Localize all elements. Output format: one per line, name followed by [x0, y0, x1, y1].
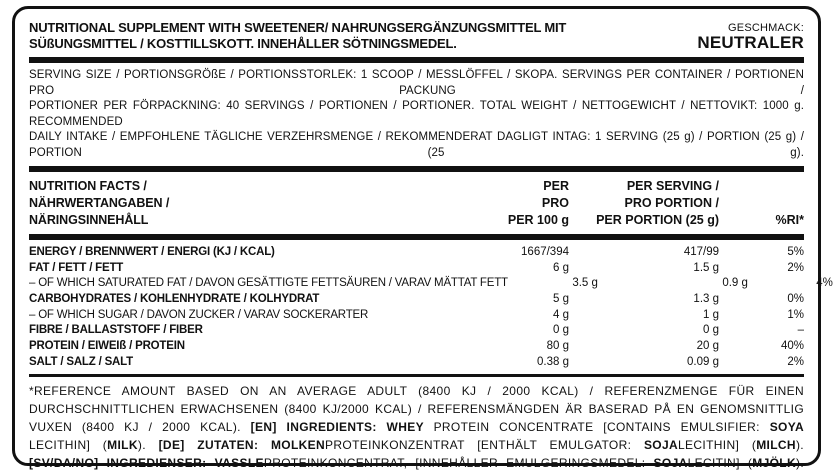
row-serving-value: 417/99	[683, 245, 719, 258]
flavor-value: NEUTRALER	[697, 33, 804, 52]
row-per100-value: 6 g	[553, 261, 569, 274]
row-label: – OF WHICH SATURATED FAT / DAVON GESÄTTIGTE FETTSÄUREN / VARAV MÄTTAT FETT	[29, 277, 508, 290]
row-serving-value: 1.5 g	[693, 261, 719, 274]
divider-footer	[29, 374, 804, 377]
flavor-block	[697, 22, 804, 52]
row-ri-value: 2%	[787, 355, 804, 368]
row-label: FIBRE / BALLASTSTOFF / FIBER	[29, 324, 203, 337]
product-title	[29, 20, 566, 52]
column-header-per-100g-line2: PRO	[541, 196, 569, 210]
table-row-saturated-fat	[29, 275, 833, 291]
column-header-per-serving-line2: PRO PORTION /	[624, 196, 719, 210]
row-ri-value: 4%	[816, 277, 833, 290]
row-per100-value: 5 g	[553, 292, 569, 305]
reference-and-ingredients	[29, 382, 804, 472]
column-header-per-100g-line1: PER	[543, 179, 569, 193]
nutrition-table-body	[29, 244, 833, 370]
footer-line2: DURCHSCHNITTLICHEN ERWACHSENEN (8400 KJ/2000 KCAL) / REFERENSMÄNGDEN ÄR BASERAD PÅ EN GENOMSNITTLIG	[29, 401, 804, 416]
row-serving-value: 0.9 g	[722, 277, 748, 290]
column-header-per-serving-line1: PER SERVING /	[626, 179, 719, 193]
label-header	[29, 20, 804, 52]
row-serving-value: 20 g	[696, 339, 719, 352]
divider-table-header	[29, 234, 804, 240]
divider-serving	[29, 166, 804, 172]
footer-line3: VUXEN (8400 KJ / 2000 KCAL). [EN] INGREDIENTS: WHEY PROTEIN CONCENTRATE [CONTAINS EMULSIFIER: SOYA	[29, 419, 804, 434]
row-serving-value: 0.09 g	[687, 355, 719, 368]
table-row-salt	[29, 354, 804, 370]
row-ri-value: –	[797, 324, 804, 337]
table-row-protein	[29, 338, 804, 354]
row-label: – OF WHICH SUGAR / DAVON ZUCKER / VARAV SOCKERARTER	[29, 308, 369, 321]
table-row-fibre	[29, 322, 804, 338]
row-serving-value: 0 g	[703, 324, 719, 337]
row-ri-value: 1%	[787, 308, 804, 321]
table-row-energy	[29, 244, 804, 260]
column-header-ri: %RI*	[775, 213, 804, 227]
row-ri-value: 5%	[787, 245, 804, 258]
table-row-sugar	[29, 307, 804, 323]
table-row-carbohydrates	[29, 291, 804, 307]
column-header-nutrition-facts-line3: NÄRINGSINNEHÅLL	[29, 213, 149, 227]
row-label: PROTEIN / EIWEIß / PROTEIN	[29, 339, 185, 352]
product-title-line2: SÜßUNGSMITTEL / KOSTTILLSKOTT. INNEHÅLLER SÖTNINGSMEDEL.	[29, 36, 457, 51]
row-ri-value: 0%	[787, 292, 804, 305]
product-title-line1: NUTRITIONAL SUPPLEMENT WITH SWEETENER/ NAHRUNGSERGÄNZUNGSMITTEL MIT	[29, 20, 567, 35]
column-header-nutrition-facts-line2: NÄHRWERTANGABEN /	[29, 196, 170, 210]
column-header-nutrition-facts-line1: NUTRITION FACTS /	[29, 179, 147, 193]
flavor-label: GESCHMACK:	[728, 22, 804, 34]
serving-info-line1: SERVING SIZE / PORTIONSGRÖßE / PORTIONSSTORLEK: 1 SCOOP / MESSLÖFFEL / SKOPA. SERVINGS PER CONTAINER / PORTIONEN PRO PACKUNG /	[29, 69, 804, 97]
row-serving-value: 1 g	[703, 308, 719, 321]
nutrition-label-card	[12, 6, 833, 470]
row-per100-value: 4 g	[553, 308, 569, 321]
column-header-per-100g	[479, 178, 569, 229]
serving-info	[29, 68, 804, 161]
divider-header	[29, 57, 804, 63]
column-header-per-100g-line3: PER 100 g	[507, 213, 569, 227]
table-row-fat	[29, 260, 804, 276]
row-label: CARBOHYDRATES / KOHLENHYDRATE / KOLHYDRAT	[29, 292, 320, 305]
row-ri-value: 2%	[787, 261, 804, 274]
row-per100-value: 80 g	[546, 339, 569, 352]
footer-line1: *REFERENCE AMOUNT BASED ON AN AVERAGE ADULT (8400 KJ / 2000 KCAL) / REFERENZMENGE FÜR EINEN	[29, 383, 804, 398]
row-per100-value: 1667/394	[521, 245, 569, 258]
nutrition-table-header	[29, 178, 804, 229]
row-per100-value: 0.38 g	[537, 355, 569, 368]
footer-line4: LECITHIN] (MILK). [DE] ZUTATEN: MOLKENPROTEINKONZENTRAT [ENTHÄLT EMULGATOR: SOJALECITHIN] (MILCH).	[29, 437, 804, 452]
row-label: FAT / FETT / FETT	[29, 261, 124, 274]
serving-info-line2: PORTIONER PER FÖRPACKNING: 40 SERVINGS / PORTIONEN / PORTIONER. TOTAL WEIGHT / NETTOGEWICHT / NETTOVIKT: 1000 g. RECOMMENDED	[29, 100, 804, 128]
serving-info-line3: DAILY INTAKE / EMPFOHLENE TÄGLICHE VERZEHRSMENGE / REKOMMENDERAT DAGLIGT INTAG: 1 SERVING (25 g) / PORTION (25 g) / PORTION (25 g).	[29, 131, 804, 159]
row-ri-value: 40%	[780, 339, 804, 352]
row-label: SALT / SALZ / SALT	[29, 355, 133, 368]
row-label: ENERGY / BRENNWERT / ENERGI (KJ / KCAL)	[29, 245, 275, 258]
column-header-nutrition-facts	[29, 178, 479, 229]
column-header-per-serving-line3: PER PORTION (25 g)	[596, 213, 719, 227]
row-per100-value: 3.5 g	[572, 277, 598, 290]
footer-line5: [SV/DA/NO] INGREDIENSER: VASSLEPROTEINKONCENTRAT, [INNEHÅLLER EMULGERINGSMEDEL: SOJALECITIN] (MJÖLK).	[29, 455, 805, 470]
row-serving-value: 1.3 g	[693, 292, 719, 305]
column-header-per-serving	[569, 178, 719, 229]
row-per100-value: 0 g	[553, 324, 569, 337]
